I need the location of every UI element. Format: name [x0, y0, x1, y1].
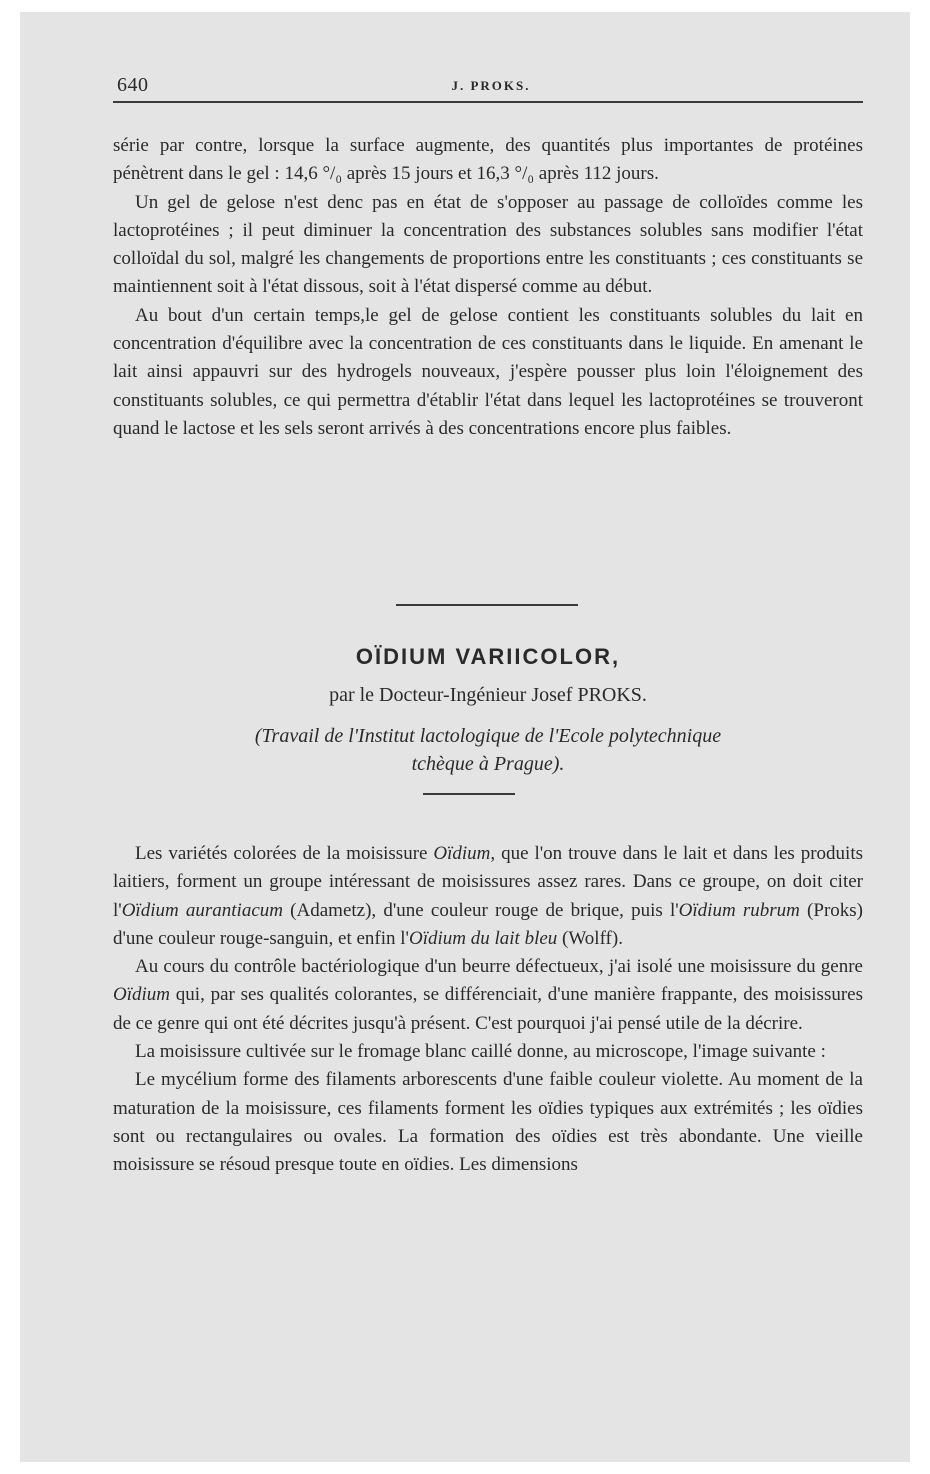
text-run: Les variétés colorées de la moisissure — [135, 843, 434, 864]
article-title: OÏDIUM VARIICOLOR, — [355, 644, 621, 669]
article-body — [113, 840, 863, 1180]
text-run: (Wolff). — [557, 927, 623, 949]
paragraph: série par contre, lorsque la surface augmente, des quantités plus importantes de protéines pénètrent dans le gel : 14,6 °/₀ après 15 jours et 16,3 °/₀ après 112 jours. — [113, 135, 863, 185]
page-header — [117, 70, 865, 100]
text-run: que l'on trouve dans le lait et dans les produits laitiers, forment un groupe intéressant de moisissures assez rares. Dans ce groupe, on doit citer l' — [113, 843, 863, 921]
taxon-name: Oïdium, — [433, 843, 496, 864]
paragraph — [113, 840, 863, 953]
affiliation-line: tchèque à Prague). — [411, 753, 565, 775]
running-head: J. PROKS. — [451, 78, 531, 93]
paragraph: Le mycélium forme des filaments arborescents d'une faible couleur violette. Au moment de la maturation de la moisissure, ces filaments forment les oïdies typiques aux extrémités ; les oïdies sont ou rectangulaires ou ovales. La formation des oïdies est très abondante. Une vieille moisissure se résoud presque toute en oïdies. Les dimensions — [113, 1069, 863, 1176]
text-run: qui, par ses qualités colorantes, se différenciait, d'une manière frappante, des moisissures de ce genre qui ont été décrites jusqu'à présent. C'est pourquoi j'ai pensé utile de la décrire. — [113, 984, 863, 1034]
paragraph: Un gel de gelose n'est denc pas en état de s'opposer au passage de colloïdes comme les lactoprotéines ; il peut diminuer la concentration des substances solubles sans modifier l'état colloïdal du sol, malgré les changements de proportions entre les constituants ; ces constituants se maintiennent soit à l'état dissous, soit à l'état dispersé comme au début. — [113, 191, 863, 298]
byline: par le Docteur-Ingénieur Josef PROKS. — [329, 684, 647, 706]
title-divider — [423, 793, 515, 795]
taxon-name: Oïdium aurantiacum — [121, 899, 283, 921]
paragraph: La moisissure cultivée sur le fromage blanc caillé donne, au microscope, l'image suivante : — [135, 1041, 826, 1063]
taxon-name: Oïdium — [113, 984, 170, 1006]
text-run: (Proks) d'une couleur rouge-sanguin, et enfin l' — [113, 899, 864, 949]
page-number: 640 — [117, 74, 149, 96]
text-run: (Adametz), d'une couleur rouge de brique, puis l' — [283, 899, 679, 921]
taxon-name: Oïdium du lait bleu — [408, 927, 558, 949]
header-rule — [113, 101, 863, 103]
affiliation-line: (Travail de l'Institut lactologique de l'Ecole polytechnique — [254, 725, 722, 747]
taxon-name: Oïdium rubrum — [678, 899, 800, 921]
affiliation — [113, 722, 863, 778]
section-divider — [396, 604, 578, 606]
text-run: Au cours du contrôle bactériologique d'un beurre défectueux, j'ai isolé une moisissure du genre — [135, 956, 863, 978]
continuation-text — [113, 132, 863, 443]
paragraph: Au bout d'un certain temps,le gel de gelose contient les constituants solubles du lait en concentration d'équilibre avec la concentration de ces constituants dans le liquide. En amenant le lait ainsi appauvri sur des hydrogels nouveaux, j'espère pousser plus loin l'éloignement des constituants solubles, ce qui permettra d'établir l'état dans lequel les lactoprotéines se trouveront quand le lactose et les sels seront arrivés à des concentrations encore plus faibles. — [113, 304, 863, 439]
paragraph — [113, 953, 863, 1038]
